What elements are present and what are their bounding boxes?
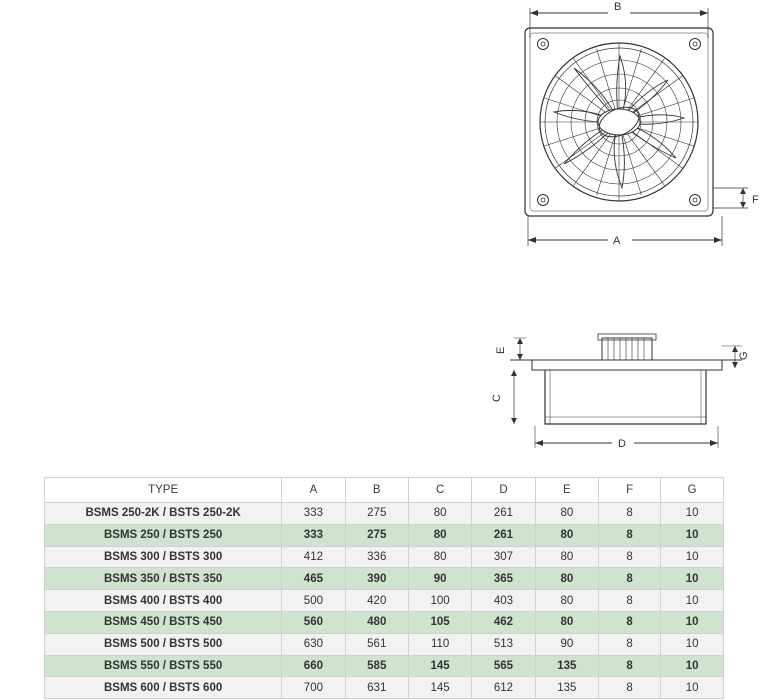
column-header-e: E bbox=[535, 478, 598, 503]
cell-d: 261 bbox=[472, 503, 535, 525]
table-header-row bbox=[45, 478, 724, 503]
cell-g: 10 bbox=[661, 503, 724, 525]
specification-table bbox=[44, 477, 724, 699]
cell-a: 660 bbox=[282, 655, 345, 677]
cell-g: 10 bbox=[661, 568, 724, 590]
dimension-c-group bbox=[511, 370, 517, 424]
cell-type: BSMS 350 / BSTS 350 bbox=[45, 568, 282, 590]
dimension-label-c: C bbox=[491, 394, 503, 402]
column-header-type: TYPE bbox=[45, 478, 282, 503]
cell-b: 585 bbox=[345, 655, 408, 677]
column-header-a: A bbox=[282, 478, 345, 503]
cell-e: 80 bbox=[535, 503, 598, 525]
cell-a: 465 bbox=[282, 568, 345, 590]
dimension-label-b: B bbox=[614, 1, 622, 13]
cell-d: 565 bbox=[472, 655, 535, 677]
table-row bbox=[45, 590, 724, 612]
cell-a: 333 bbox=[282, 524, 345, 546]
cell-g: 10 bbox=[661, 677, 724, 699]
table-row bbox=[45, 655, 724, 677]
table-row bbox=[45, 568, 724, 590]
corner-bolt-top-left-center bbox=[541, 42, 545, 46]
dimension-label-g: G bbox=[738, 351, 750, 360]
cell-e: 80 bbox=[535, 524, 598, 546]
cell-c: 100 bbox=[408, 590, 471, 612]
cell-d: 513 bbox=[472, 633, 535, 655]
cell-d: 261 bbox=[472, 524, 535, 546]
dimension-label-e: E bbox=[495, 346, 507, 354]
cell-a: 630 bbox=[282, 633, 345, 655]
cell-type: BSMS 450 / BSTS 450 bbox=[45, 611, 282, 633]
cell-b: 275 bbox=[345, 524, 408, 546]
cell-c: 80 bbox=[408, 524, 471, 546]
corner-bolt-bottom-right bbox=[690, 195, 701, 206]
cell-f: 8 bbox=[599, 611, 661, 633]
cell-g: 10 bbox=[661, 590, 724, 612]
cell-e: 90 bbox=[535, 633, 598, 655]
cell-b: 275 bbox=[345, 503, 408, 525]
column-header-c: C bbox=[408, 478, 471, 503]
table-row bbox=[45, 677, 724, 699]
cell-e: 80 bbox=[535, 546, 598, 568]
cell-f: 8 bbox=[599, 524, 661, 546]
cell-d: 462 bbox=[472, 611, 535, 633]
cell-type: BSMS 250-2K / BSTS 250-2K bbox=[45, 503, 282, 525]
cell-f: 8 bbox=[599, 633, 661, 655]
dimension-d-group bbox=[535, 426, 718, 448]
cell-d: 403 bbox=[472, 590, 535, 612]
corner-bolt-top-right-center bbox=[693, 42, 697, 46]
table-row bbox=[45, 633, 724, 655]
cell-c: 80 bbox=[408, 546, 471, 568]
arrow-b-right bbox=[700, 10, 708, 16]
cell-e: 80 bbox=[535, 568, 598, 590]
cell-a: 560 bbox=[282, 611, 345, 633]
corner-bolt-bottom-left bbox=[538, 195, 549, 206]
side-view-drawing bbox=[490, 320, 760, 465]
cell-e: 80 bbox=[535, 611, 598, 633]
cell-type: BSMS 500 / BSTS 500 bbox=[45, 633, 282, 655]
cell-b: 390 bbox=[345, 568, 408, 590]
motor-terminal-box bbox=[602, 338, 652, 360]
cell-a: 412 bbox=[282, 546, 345, 568]
cell-g: 10 bbox=[661, 611, 724, 633]
cell-f: 8 bbox=[599, 503, 661, 525]
cell-a: 500 bbox=[282, 590, 345, 612]
cell-f: 8 bbox=[599, 655, 661, 677]
table-header bbox=[45, 478, 724, 503]
cell-b: 336 bbox=[345, 546, 408, 568]
mounting-plate-side bbox=[532, 360, 722, 370]
table-row bbox=[45, 503, 724, 525]
dimension-label-a: A bbox=[613, 235, 621, 247]
cell-b: 561 bbox=[345, 633, 408, 655]
corner-bolt-bottom-right-center bbox=[693, 198, 697, 202]
column-header-f: F bbox=[599, 478, 661, 503]
cell-g: 10 bbox=[661, 655, 724, 677]
cell-type: BSMS 400 / BSTS 400 bbox=[45, 590, 282, 612]
arrow-b-left bbox=[530, 10, 538, 16]
cell-type: BSMS 300 / BSTS 300 bbox=[45, 546, 282, 568]
front-view-drawing bbox=[500, 0, 760, 260]
cell-c: 145 bbox=[408, 677, 471, 699]
corner-bolt-top-right bbox=[690, 39, 701, 50]
cell-c: 145 bbox=[408, 655, 471, 677]
dimension-f-group bbox=[713, 188, 748, 208]
corner-bolt-bottom-left-center bbox=[541, 198, 545, 202]
cell-g: 10 bbox=[661, 524, 724, 546]
cell-c: 80 bbox=[408, 503, 471, 525]
cell-g: 10 bbox=[661, 633, 724, 655]
motor-cap bbox=[598, 334, 656, 340]
cell-g: 10 bbox=[661, 546, 724, 568]
cell-c: 110 bbox=[408, 633, 471, 655]
cell-e: 135 bbox=[535, 655, 598, 677]
table-row bbox=[45, 611, 724, 633]
cell-f: 8 bbox=[599, 590, 661, 612]
cell-type: BSMS 250 / BSTS 250 bbox=[45, 524, 282, 546]
column-header-d: D bbox=[472, 478, 535, 503]
cell-a: 700 bbox=[282, 677, 345, 699]
specification-table-container bbox=[44, 477, 724, 699]
corner-bolt-top-left bbox=[538, 39, 549, 50]
cell-e: 80 bbox=[535, 590, 598, 612]
table-row bbox=[45, 546, 724, 568]
cell-c: 105 bbox=[408, 611, 471, 633]
cell-a: 333 bbox=[282, 503, 345, 525]
cell-e: 135 bbox=[535, 677, 598, 699]
cell-d: 612 bbox=[472, 677, 535, 699]
cell-b: 420 bbox=[345, 590, 408, 612]
cell-d: 365 bbox=[472, 568, 535, 590]
table-body bbox=[45, 503, 724, 699]
dimension-e-group bbox=[514, 338, 526, 360]
cell-d: 307 bbox=[472, 546, 535, 568]
column-header-b: B bbox=[345, 478, 408, 503]
dimension-label-f: F bbox=[752, 194, 759, 206]
motor-fins bbox=[608, 338, 644, 360]
cell-type: BSMS 550 / BSTS 550 bbox=[45, 655, 282, 677]
cell-c: 90 bbox=[408, 568, 471, 590]
cell-b: 480 bbox=[345, 611, 408, 633]
dimension-a-group bbox=[528, 216, 722, 246]
cell-b: 631 bbox=[345, 677, 408, 699]
cell-f: 8 bbox=[599, 568, 661, 590]
table-row bbox=[45, 524, 724, 546]
cell-f: 8 bbox=[599, 677, 661, 699]
housing-body-outline bbox=[545, 370, 706, 424]
column-header-g: G bbox=[661, 478, 724, 503]
dimension-label-d: D bbox=[618, 438, 626, 450]
cell-type: BSMS 600 / BSTS 600 bbox=[45, 677, 282, 699]
cell-f: 8 bbox=[599, 546, 661, 568]
